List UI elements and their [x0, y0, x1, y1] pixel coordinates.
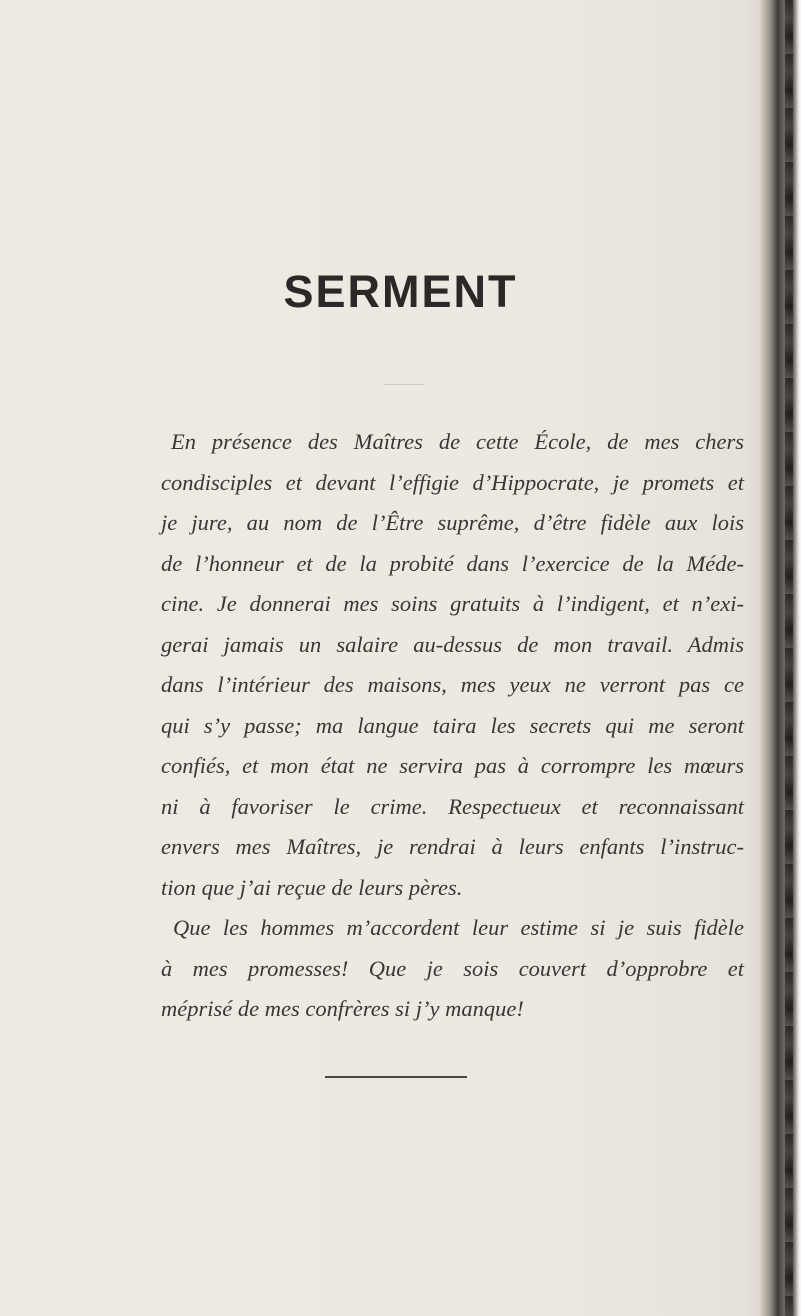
oath-text — [161, 422, 744, 1030]
oath-line: condisciples et devant l’effigie d’Hippocrate, je promets et — [161, 469, 744, 495]
page-title: SERMENT — [283, 266, 518, 317]
book-binding-edge — [759, 0, 801, 1316]
oath-line: je jure, au nom de l’Être suprême, d’être fidèle aux lois — [161, 510, 744, 535]
oath-line: En présence des Maîtres de cette École, de mes chers — [171, 429, 744, 454]
oath-line: envers mes Maîtres, je rendrai à leurs enfants l’instruc- — [161, 834, 744, 859]
oath-line: confiés, et mon état ne servira pas à corrompre les mœurs — [161, 753, 744, 778]
oath-line: dans l’intérieur des maisons, mes yeux ne verront pas ce — [161, 672, 744, 697]
oath-line: à mes promesses! Que je sois couvert d’opprobre et — [161, 955, 744, 981]
oath-line: méprisé de mes confrères si j’y manque! — [161, 996, 524, 1021]
oath-line: ni à favoriser le crime. Respectueux et reconnaissant — [161, 793, 744, 819]
oath-line: qui s’y passe; ma langue taira les secrets qui me seront — [161, 712, 744, 738]
binding-strip — [785, 0, 793, 1316]
closing-rule — [325, 1076, 467, 1078]
oath-line: tion que j’ai reçue de leurs pères. — [161, 874, 463, 900]
oath-line: cine. Je donnerai mes soins gratuits à l’indigent, et n’exi- — [161, 591, 744, 616]
oath-line: de l’honneur et de la probité dans l’exercice de la Méde- — [161, 550, 744, 576]
oath-line: Que les hommes m’accordent leur estime si je suis fidèle — [173, 915, 744, 940]
faint-rule — [384, 384, 424, 385]
oath-line: gerai jamais un salaire au-dessus de mon travail. Admis — [161, 631, 744, 657]
